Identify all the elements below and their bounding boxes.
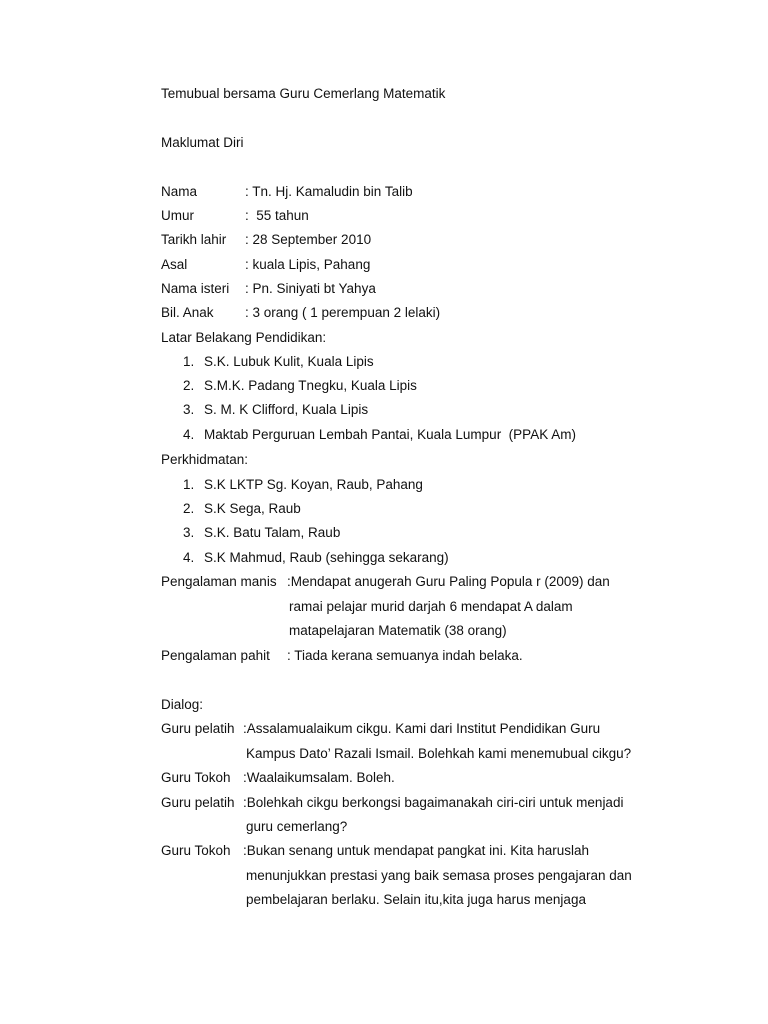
section-heading: Maklumat Diri xyxy=(161,135,244,150)
list-number: 4. xyxy=(183,550,195,565)
dialog-line: :Bolehkah cikgu berkongsi bagaimanakah ciri-ciri untuk menjadi xyxy=(243,795,624,810)
list-number: 2. xyxy=(183,501,195,516)
info-label: Nama xyxy=(161,184,198,199)
dialog-line: Kampus Dato’ Razali Ismail. Bolehkah kami menemubual cikgu? xyxy=(246,746,632,761)
document-title: Temubual bersama Guru Cemerlang Matematik xyxy=(161,86,446,101)
experience-sweet-line: ramai pelajar murid darjah 6 mendapat A dalam xyxy=(289,599,573,614)
info-value: : kuala Lipis, Pahang xyxy=(245,257,371,272)
experience-bitter-label: Pengalaman pahit xyxy=(161,648,270,663)
info-label: Nama isteri xyxy=(161,281,230,296)
info-label: Umur xyxy=(161,208,194,223)
info-value: : Pn. Siniyati bt Yahya xyxy=(245,281,376,296)
info-label: Asal xyxy=(161,257,188,272)
info-label: Bil. Anak xyxy=(161,305,214,320)
list-number: 3. xyxy=(183,525,195,540)
list-item: S.K LKTP Sg. Koyan, Raub, Pahang xyxy=(204,477,423,492)
experience-sweet-line: :Mendapat anugerah Guru Paling Popula r (2009) dan xyxy=(287,574,610,589)
list-item: S. M. K Clifford, Kuala Lipis xyxy=(204,402,369,417)
list-item: S.M.K. Padang Tnegku, Kuala Lipis xyxy=(204,378,417,393)
experience-sweet-label: Pengalaman manis xyxy=(161,574,277,589)
experience-sweet-line: matapelajaran Matematik (38 orang) xyxy=(289,623,507,638)
service-heading: Perkhidmatan: xyxy=(161,452,249,467)
list-item: S.K Mahmud, Raub (sehingga sekarang) xyxy=(204,550,449,565)
dialog-speaker: Guru pelatih xyxy=(161,721,235,736)
info-value: : 28 September 2010 xyxy=(245,232,372,247)
dialog-line: :Waalaikumsalam. Boleh. xyxy=(243,770,395,785)
dialog-speaker: Guru Tokoh xyxy=(161,843,231,858)
dialog-speaker: Guru Tokoh xyxy=(161,770,231,785)
dialog-line: :Assalamualaikum cikgu. Kami dari Institut Pendidikan Guru xyxy=(243,721,601,736)
dialog-speaker: Guru pelatih xyxy=(161,795,235,810)
dialog-line: pembelajaran berlaku. Selain itu,kita juga harus menjaga xyxy=(246,892,586,907)
list-item: S.K. Lubuk Kulit, Kuala Lipis xyxy=(204,354,374,369)
list-number: 2. xyxy=(183,378,195,393)
dialog-line: guru cemerlang? xyxy=(246,819,348,834)
list-item: S.K. Batu Talam, Raub xyxy=(204,525,341,540)
info-value: : 55 tahun xyxy=(245,208,309,223)
list-number: 4. xyxy=(183,427,195,442)
dialog-heading: Dialog: xyxy=(161,697,204,712)
info-value: : 3 orang ( 1 perempuan 2 lelaki) xyxy=(245,305,441,320)
list-item: Maktab Perguruan Lembah Pantai, Kuala Lumpur (PPAK Am) xyxy=(204,427,576,442)
info-value: : Tn. Hj. Kamaludin bin Talib xyxy=(245,184,413,199)
education-heading: Latar Belakang Pendidikan: xyxy=(161,330,327,345)
experience-bitter-value: : Tiada kerana semuanya indah belaka. xyxy=(287,648,523,663)
info-label: Tarikh lahir xyxy=(161,232,227,247)
dialog-line: :Bukan senang untuk mendapat pangkat ini. Kita haruslah xyxy=(243,843,589,858)
list-number: 3. xyxy=(183,402,195,417)
list-item: S.K Sega, Raub xyxy=(204,501,301,516)
list-number: 1. xyxy=(183,477,195,492)
dialog-line: menunjukkan prestasi yang baik semasa proses pengajaran dan xyxy=(246,868,632,883)
list-number: 1. xyxy=(183,354,195,369)
